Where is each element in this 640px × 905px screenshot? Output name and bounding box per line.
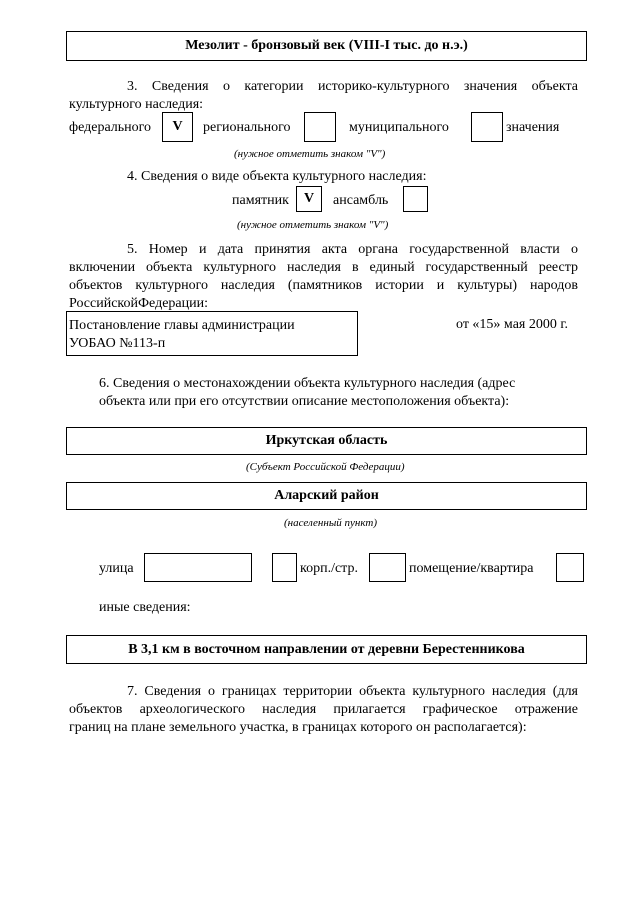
ensemble-label: ансамбль [333, 193, 389, 208]
street-label: улица [99, 561, 134, 576]
section6-line1: 6. Сведения о местонахождении объекта культурного наследия (адрес [99, 376, 516, 391]
federal-checkbox[interactable]: V [162, 112, 193, 142]
section5-line1: 5. Номер и дата принятия акта органа государственной власти о [127, 242, 578, 257]
district-hint: (населенный пункт) [284, 517, 377, 529]
ensemble-checkbox[interactable] [403, 186, 428, 212]
federal-label: федерального [69, 120, 152, 135]
act-date: от «15» мая 2000 г. [456, 317, 569, 332]
section5-line4: РоссийскойФедерации: [69, 296, 209, 311]
section3-line2: культурного наследия: [69, 97, 204, 112]
period-header-text: Мезолит - бронзовый век (VIII-I тыс. до н.э.) [185, 38, 468, 53]
section7-text [69, 683, 578, 737]
section7-line3: границ на плане земельного участка, в границах которого он располагается): [69, 720, 527, 735]
section6-line2: объекта или при его отсутствии описание местоположения объекта): [99, 394, 510, 409]
section7-line2: объектов археологического наследия прилагается графическое отражение [69, 702, 578, 717]
other-label: иные сведения: [99, 600, 191, 615]
region-box [66, 427, 587, 455]
section4-hint: (нужное отметить знаком "V") [237, 219, 389, 231]
monument-label: памятник [232, 193, 289, 208]
municipal-label: муниципального [349, 120, 449, 135]
section5-text [69, 241, 578, 313]
regional-label: регионального [203, 120, 291, 135]
district-text: Аларский район [274, 488, 379, 503]
section5-line3: объектов культурного наследия (памятников истории и культуры) народов [69, 278, 578, 293]
other-info-box [66, 635, 587, 664]
significance-label: значения [506, 120, 560, 135]
period-header-box [66, 31, 587, 61]
apartment-field[interactable] [556, 553, 584, 582]
building-field[interactable] [369, 553, 406, 582]
street-field[interactable] [144, 553, 252, 582]
section6-text [99, 375, 515, 411]
monument-checkbox[interactable]: V [296, 186, 322, 212]
section3-line1: 3. Сведения о категории историко-культурного значения объекта [127, 79, 578, 94]
act-box [66, 311, 358, 356]
section5-line2: включении объекта культурного наследия в единый государственный реестр [69, 260, 578, 275]
act-line1: Постановление главы администрации [69, 318, 295, 333]
municipal-checkbox[interactable] [471, 112, 503, 142]
section3-text [69, 78, 578, 114]
section3-hint: (нужное отметить знаком "V") [234, 148, 386, 160]
other-info-text: В 3,1 км в восточном направлении от деревни Берестенникова [128, 641, 525, 657]
district-box [66, 482, 587, 510]
section4-line1: 4. Сведения о виде объекта культурного наследия: [127, 169, 427, 184]
region-hint: (Субъект Российской Федерации) [246, 461, 405, 473]
apartment-label: помещение/квартира [409, 561, 534, 576]
regional-checkbox[interactable] [304, 112, 336, 142]
house-field[interactable] [272, 553, 297, 582]
section7-line1: 7. Сведения о границах территории объекта культурного наследия (для [127, 684, 578, 699]
region-text: Иркутская область [265, 433, 388, 448]
act-line2: УОБАО №113-п [69, 336, 166, 351]
building-label: корп./стр. [300, 561, 358, 576]
